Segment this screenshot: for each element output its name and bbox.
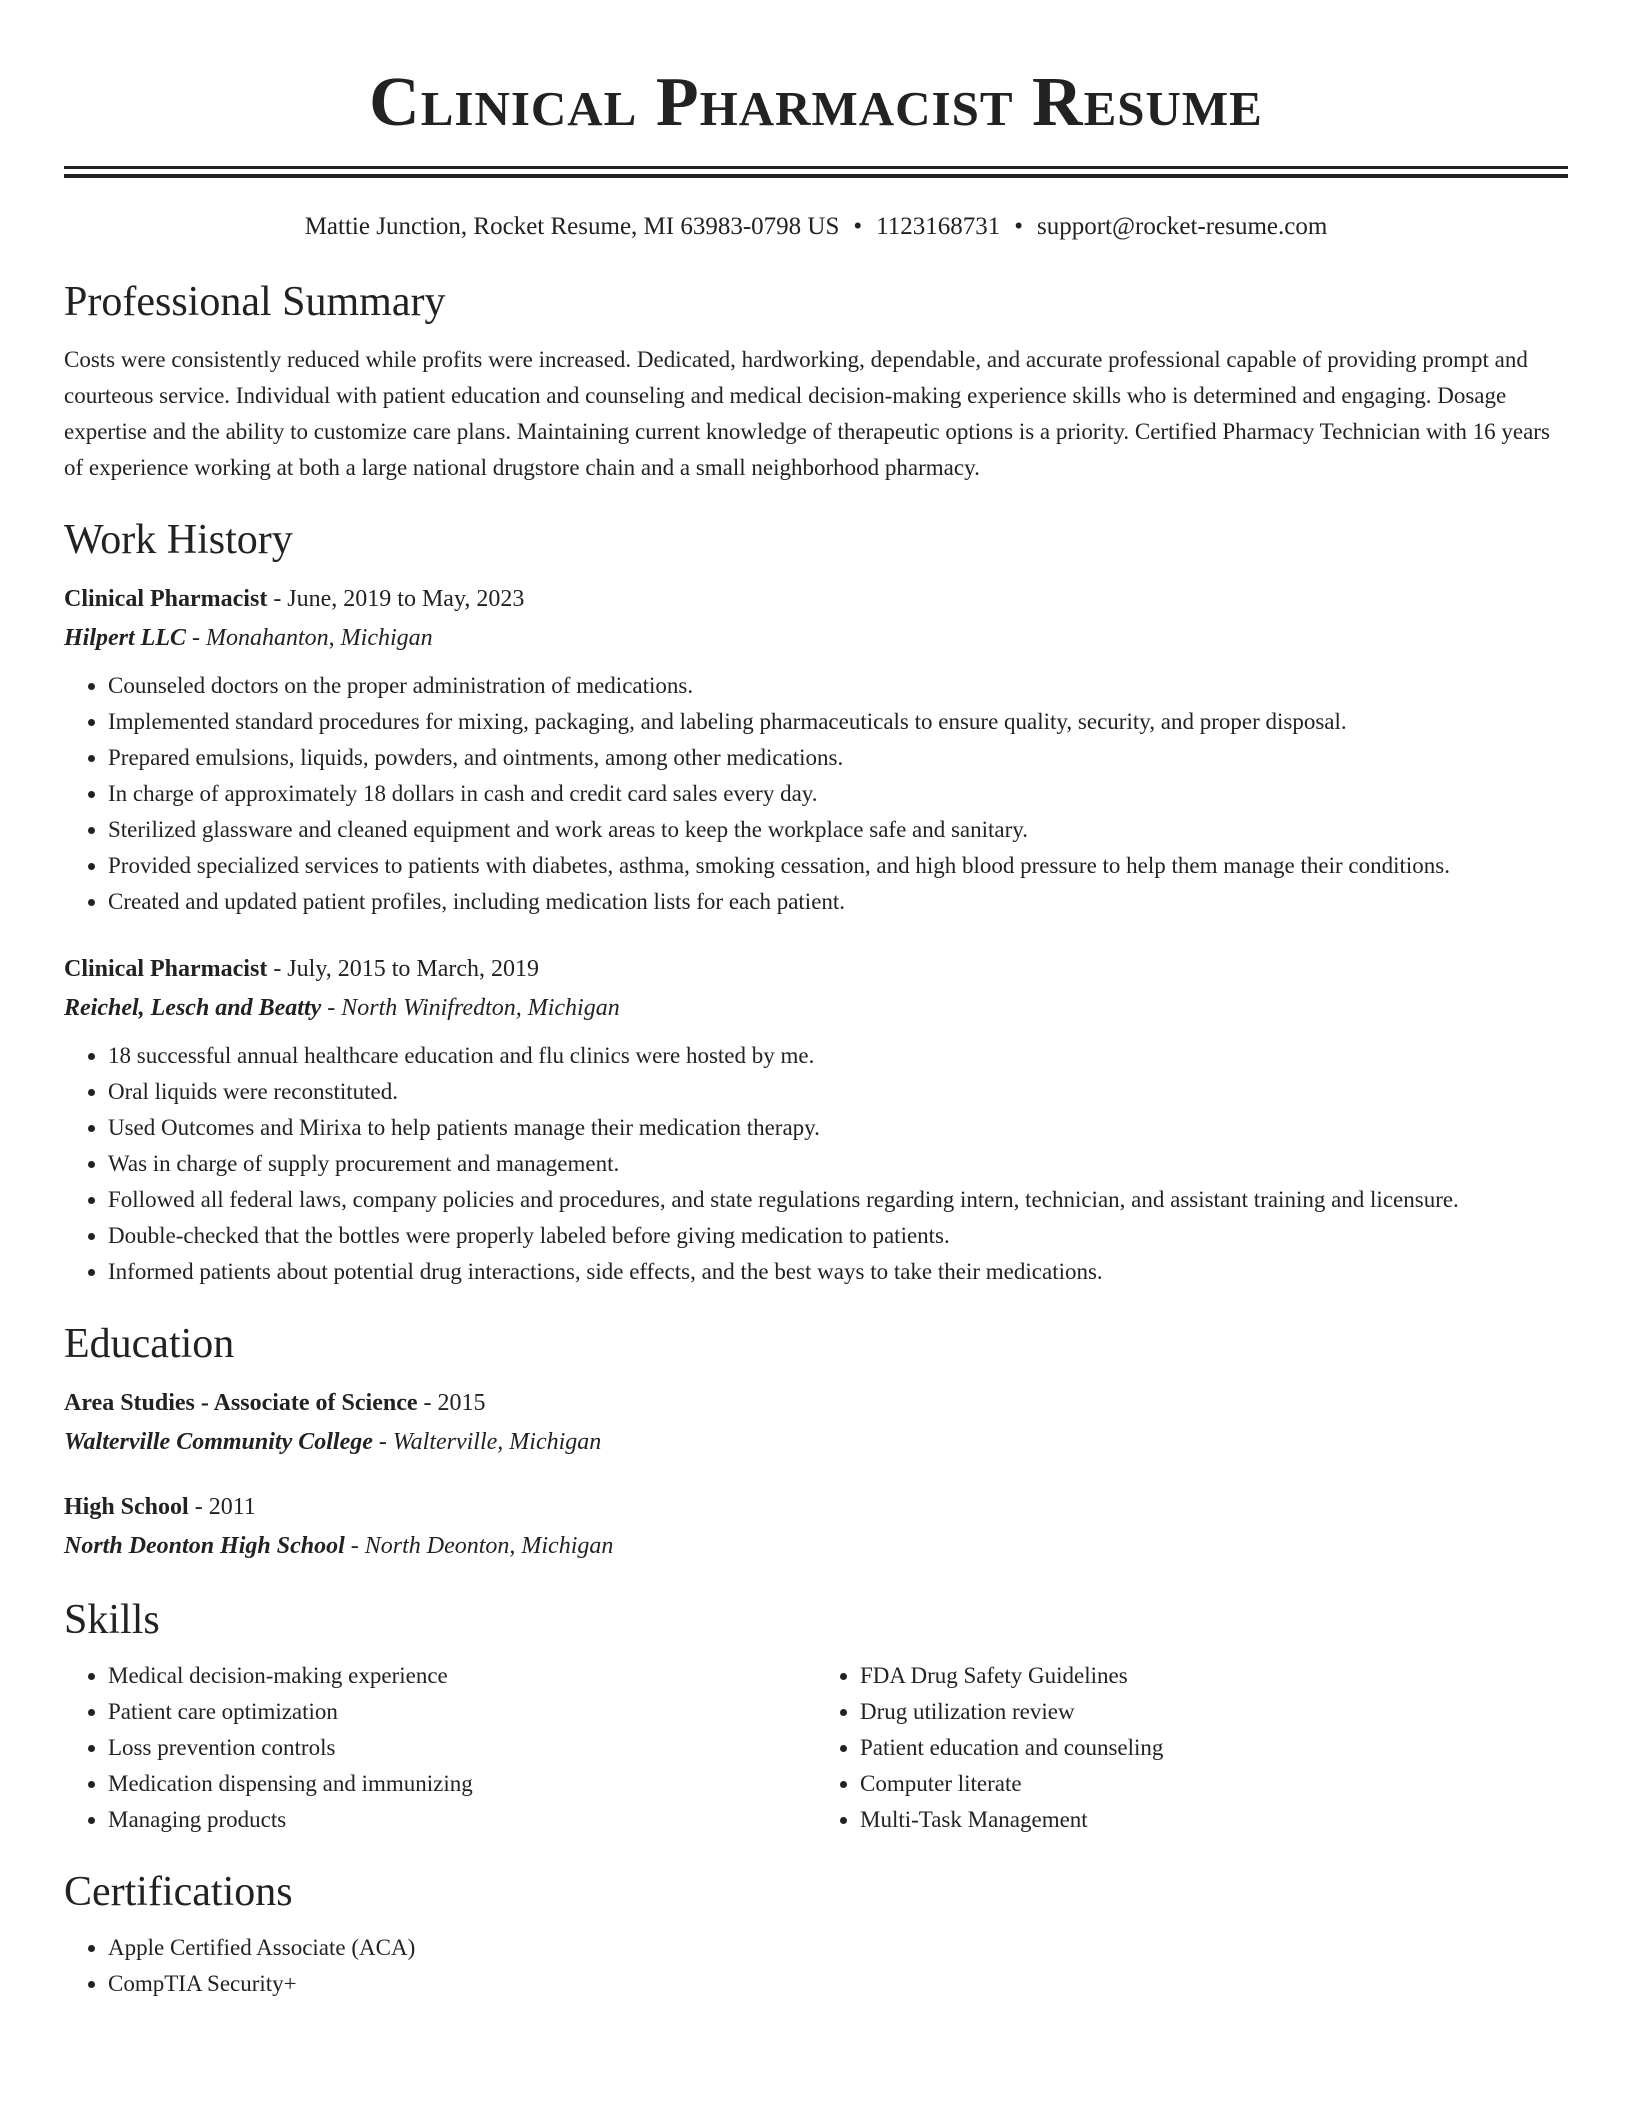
certification-item: • Apple Certified Associate (ACA) <box>108 1930 1568 1966</box>
education-location: - Walterville, Michigan <box>372 1429 602 1455</box>
title-divider-bottom <box>64 174 1568 178</box>
education-year: - 2011 <box>188 1494 256 1520</box>
contact-email: support@rocket-resume.com <box>1036 213 1328 240</box>
summary-text: Costs were consistently reduced while profits were increased. Dedicated, hardworking, dependable, and accurate professional capable of providing prompt and courteous service. Individual with patient education and counseling and medical decision-making experience skills who is determined and engaging. Dosage expertise and the ability to customize care plans. Maintaining current knowledge of therapeutic options is a priority. Certified Pharmacy Technician with 16 years of experience working at both a large national drugstore chain and a small neighborhood pharmacy. <box>64 347 1550 480</box>
job-bullet: • Sterilized glassware and cleaned equipment and work areas to keep the workplace safe and sanitary. <box>108 812 1568 848</box>
job-title-line <box>64 580 1568 618</box>
job-bullet: • Prepared emulsions, liquids, powders, and ointments, among other medications. <box>108 740 1568 776</box>
job-dates: - June, 2019 to May, 2023 <box>267 586 525 612</box>
education-school-line <box>64 1422 1568 1462</box>
skill-item: • FDA Drug Safety Guidelines <box>860 1658 1568 1694</box>
job-bullet: • Implemented standard procedures for mixing, packaging, and labeling pharmaceuticals to ensure quality, security, and proper disposal. <box>108 704 1568 740</box>
skill-item: • Patient care optimization <box>108 1694 816 1730</box>
job-dates: - July, 2015 to March, 2019 <box>267 956 540 982</box>
contact-phone: 1123168731 <box>876 213 1001 240</box>
summary-heading: Professional Summary <box>64 279 446 325</box>
education-degree: Area Studies - Associate of Science <box>64 1390 418 1416</box>
contact-address: Mattie Junction, Rocket Resume, MI 63983-0798 US <box>304 213 840 240</box>
certifications-heading: Certifications <box>64 1869 293 1915</box>
education-degree-line <box>64 1488 1568 1526</box>
skill-item: • Patient education and counseling <box>860 1730 1568 1766</box>
resume-title: Clinical Pharmacist Resume <box>369 64 1263 141</box>
skill-item: • Drug utilization review <box>860 1694 1568 1730</box>
education-entry <box>64 1488 1568 1566</box>
skill-item: • Multi-Task Management <box>860 1802 1568 1838</box>
job-bullet: • Followed all federal laws, company policies and procedures, and state regulations regarding intern, technician, and assistant training and licensure. <box>108 1182 1568 1218</box>
certifications-list <box>64 1930 1568 2002</box>
title-divider-top <box>64 166 1568 169</box>
work-history-heading: Work History <box>64 517 293 563</box>
job-bullet: • Oral liquids were reconstituted. <box>108 1074 1568 1110</box>
job-company-line <box>64 618 1568 658</box>
job-entry <box>64 950 1568 1290</box>
job-bullet: • Used Outcomes and Mirixa to help patients manage their medication therapy. <box>108 1110 1568 1146</box>
education-heading: Education <box>64 1321 235 1367</box>
education-degree: High School <box>64 1494 189 1520</box>
skills-list-right <box>816 1658 1568 1838</box>
job-bullets <box>64 668 1568 920</box>
skill-item: • Computer literate <box>860 1766 1568 1802</box>
job-location: - Monahanton, Michigan <box>186 625 433 651</box>
job-bullet: • Was in charge of supply procurement and management. <box>108 1146 1568 1182</box>
skill-item: • Medication dispensing and immunizing <box>108 1766 816 1802</box>
contact-separator: • <box>853 213 863 240</box>
education-degree-line <box>64 1384 1568 1422</box>
job-bullets <box>64 1038 1568 1290</box>
job-bullet: • Double-checked that the bottles were properly labeled before giving medication to patients. <box>108 1218 1568 1254</box>
skills-list-left <box>64 1658 816 1838</box>
skills-columns <box>64 1658 1568 1838</box>
job-bullet: • 18 successful annual healthcare education and flu clinics were hosted by me. <box>108 1038 1568 1074</box>
job-company: Hilpert LLC <box>64 625 186 651</box>
contact-line <box>64 210 1568 244</box>
job-location: - North Winifredton, Michigan <box>321 995 620 1021</box>
job-title: Clinical Pharmacist <box>64 586 268 612</box>
job-bullet: • Counseled doctors on the proper administration of medications. <box>108 668 1568 704</box>
job-title-line <box>64 950 1568 988</box>
education-school-line <box>64 1526 1568 1566</box>
job-bullet: • Informed patients about potential drug interactions, side effects, and the best ways to take their medications. <box>108 1254 1568 1290</box>
education-entry <box>64 1384 1568 1462</box>
skill-item: • Medical decision-making experience <box>108 1658 816 1694</box>
job-title: Clinical Pharmacist <box>64 956 268 982</box>
skills-heading: Skills <box>64 1597 160 1643</box>
job-bullet: • Provided specialized services to patients with diabetes, asthma, smoking cessation, and high blood pressure to help them manage their conditions. <box>108 848 1568 884</box>
job-company-line <box>64 988 1568 1028</box>
resume-page <box>64 0 1568 2002</box>
job-bullet: • Created and updated patient profiles, including medication lists for each patient. <box>108 884 1568 920</box>
education-year: - 2015 <box>417 1390 486 1416</box>
job-company: Reichel, Lesch and Beatty <box>64 995 322 1021</box>
job-entry <box>64 580 1568 920</box>
skill-item: • Managing products <box>108 1802 816 1838</box>
certification-item: • CompTIA Security+ <box>108 1966 1568 2002</box>
contact-separator: • <box>1014 213 1023 240</box>
education-location: - North Deonton, Michigan <box>344 1533 614 1559</box>
education-school: Walterville Community College <box>64 1429 373 1455</box>
skill-item: • Loss prevention controls <box>108 1730 816 1766</box>
education-school: North Deonton High School <box>64 1533 345 1559</box>
job-bullet: • In charge of approximately 18 dollars in cash and credit card sales every day. <box>108 776 1568 812</box>
